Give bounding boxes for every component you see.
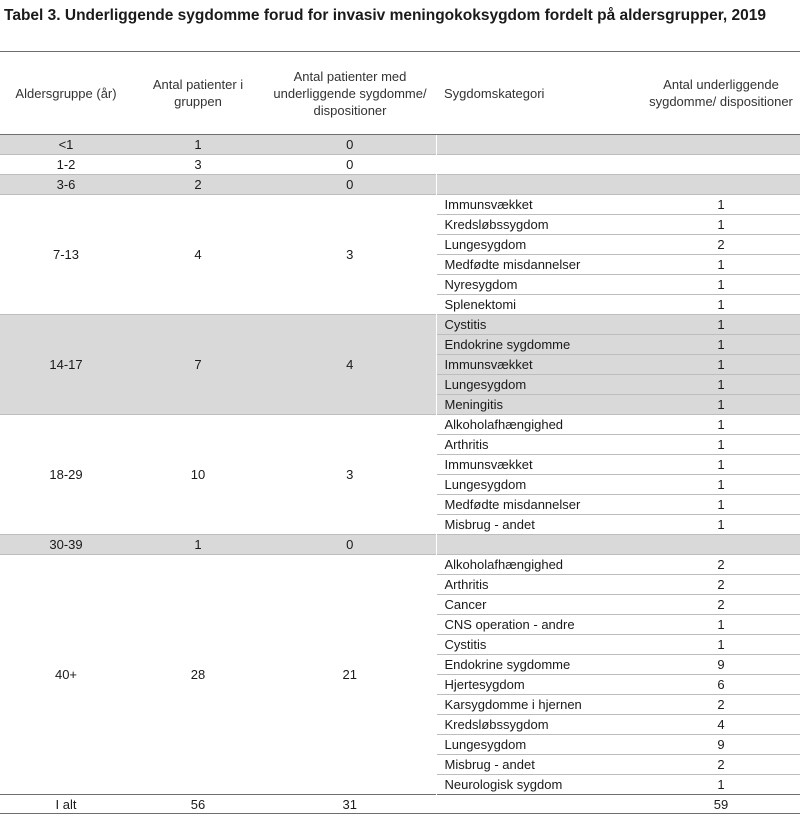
total-count-cell: 59	[636, 795, 800, 814]
category-count-cell: 1	[636, 275, 800, 295]
category-count-cell	[636, 535, 800, 555]
table-row	[0, 535, 800, 555]
patients-underlying-cell: 3	[264, 415, 436, 535]
category-count-cell: 1	[636, 475, 800, 495]
category-count-cell: 1	[636, 415, 800, 435]
category-cell: Nyresygdom	[436, 275, 636, 295]
category-cell: Alkoholafhængighed	[436, 555, 636, 575]
age-group-cell: 1-2	[0, 155, 132, 175]
category-cell: Arthritis	[436, 575, 636, 595]
header-patients: Antal patienter i gruppen	[132, 52, 264, 135]
category-count-cell: 1	[636, 455, 800, 475]
patients-underlying-cell: 0	[264, 175, 436, 195]
category-count-cell: 2	[636, 595, 800, 615]
table-title: Tabel 3. Underliggende sygdomme forud for invasiv meningokoksygdom fordelt på aldersgrupper, 2019	[4, 7, 766, 24]
table-row	[0, 555, 800, 575]
patients-cell: 10	[132, 415, 264, 535]
total-patients-cell: 56	[132, 795, 264, 814]
category-count-cell: 1	[636, 395, 800, 415]
category-count-cell: 2	[636, 755, 800, 775]
category-cell: Medfødte misdannelser	[436, 255, 636, 275]
category-cell: Hjertesygdom	[436, 675, 636, 695]
patients-cell: 4	[132, 195, 264, 315]
category-cell: Lungesygdom	[436, 375, 636, 395]
category-cell: CNS operation - andre	[436, 615, 636, 635]
patients-underlying-cell: 0	[264, 155, 436, 175]
table-row	[0, 415, 800, 435]
category-count-cell: 1	[636, 375, 800, 395]
category-cell: Endokrine sygdomme	[436, 335, 636, 355]
category-cell: Splenektomi	[436, 295, 636, 315]
table-row	[0, 175, 800, 195]
category-cell	[436, 135, 636, 155]
header-patients-underlying: Antal patienter med underliggende sygdomme/ dispositioner	[264, 52, 436, 135]
category-count-cell: 1	[636, 615, 800, 635]
category-cell: Lungesygdom	[436, 235, 636, 255]
header-age-group: Aldersgruppe (år)	[0, 52, 132, 135]
patients-underlying-cell: 0	[264, 135, 436, 155]
category-count-cell	[636, 155, 800, 175]
age-group-cell: 7-13	[0, 195, 132, 315]
patients-underlying-cell: 21	[264, 555, 436, 795]
category-count-cell: 2	[636, 575, 800, 595]
age-group-cell: 3-6	[0, 175, 132, 195]
patients-underlying-cell: 0	[264, 535, 436, 555]
category-cell: Lungesygdom	[436, 735, 636, 755]
category-count-cell: 1	[636, 335, 800, 355]
age-group-cell: 18-29	[0, 415, 132, 535]
age-group-cell: 30-39	[0, 535, 132, 555]
category-count-cell: 1	[636, 215, 800, 235]
category-cell: Misbrug - andet	[436, 515, 636, 535]
underlying-diseases-table	[0, 51, 800, 814]
total-patients-underlying-cell: 31	[264, 795, 436, 814]
category-cell: Endokrine sygdomme	[436, 655, 636, 675]
category-count-cell	[636, 175, 800, 195]
category-cell: Alkoholafhængighed	[436, 415, 636, 435]
category-cell: Neurologisk sygdom	[436, 775, 636, 795]
patients-cell: 7	[132, 315, 264, 415]
patients-cell: 2	[132, 175, 264, 195]
category-cell: Lungesygdom	[436, 475, 636, 495]
category-cell: Meningitis	[436, 395, 636, 415]
age-group-cell: 40+	[0, 555, 132, 795]
category-count-cell: 1	[636, 435, 800, 455]
total-row	[0, 795, 800, 814]
category-cell: Kredsløbssygdom	[436, 715, 636, 735]
table-row	[0, 135, 800, 155]
category-cell: Cancer	[436, 595, 636, 615]
table-header	[0, 52, 800, 135]
category-cell: Misbrug - andet	[436, 755, 636, 775]
category-count-cell: 2	[636, 555, 800, 575]
category-cell	[436, 535, 636, 555]
total-label-cell: I alt	[0, 795, 132, 814]
category-cell: Medfødte misdannelser	[436, 495, 636, 515]
category-count-cell: 1	[636, 315, 800, 335]
category-count-cell: 1	[636, 775, 800, 795]
category-cell: Arthritis	[436, 435, 636, 455]
category-count-cell: 2	[636, 235, 800, 255]
category-count-cell	[636, 135, 800, 155]
patients-cell: 1	[132, 535, 264, 555]
age-group-cell: <1	[0, 135, 132, 155]
category-cell: Immunsvækket	[436, 195, 636, 215]
age-group-cell: 14-17	[0, 315, 132, 415]
category-cell: Cystitis	[436, 635, 636, 655]
patients-underlying-cell: 3	[264, 195, 436, 315]
patients-cell: 3	[132, 155, 264, 175]
category-cell: Immunsvækket	[436, 455, 636, 475]
category-count-cell: 1	[636, 635, 800, 655]
category-count-cell: 1	[636, 515, 800, 535]
header-category: Sygdomskategori	[436, 52, 636, 135]
category-count-cell: 1	[636, 495, 800, 515]
patients-cell: 28	[132, 555, 264, 795]
header-row	[0, 52, 800, 135]
category-count-cell: 9	[636, 655, 800, 675]
category-cell	[436, 175, 636, 195]
category-cell	[436, 155, 636, 175]
category-count-cell: 1	[636, 355, 800, 375]
header-count: Antal underliggende sygdomme/ dispositioner	[636, 52, 800, 135]
category-cell: Kredsløbssygdom	[436, 215, 636, 235]
category-count-cell: 1	[636, 295, 800, 315]
category-count-cell: 4	[636, 715, 800, 735]
patients-underlying-cell: 4	[264, 315, 436, 415]
table-body	[0, 135, 800, 814]
category-cell: Cystitis	[436, 315, 636, 335]
table-row	[0, 195, 800, 215]
category-count-cell: 6	[636, 675, 800, 695]
category-count-cell: 1	[636, 255, 800, 275]
table-row	[0, 155, 800, 175]
table-row	[0, 315, 800, 335]
category-cell: Immunsvækket	[436, 355, 636, 375]
category-count-cell: 1	[636, 195, 800, 215]
category-count-cell: 9	[636, 735, 800, 755]
total-category-cell	[436, 795, 636, 814]
category-count-cell: 2	[636, 695, 800, 715]
category-cell: Karsygdomme i hjernen	[436, 695, 636, 715]
patients-cell: 1	[132, 135, 264, 155]
